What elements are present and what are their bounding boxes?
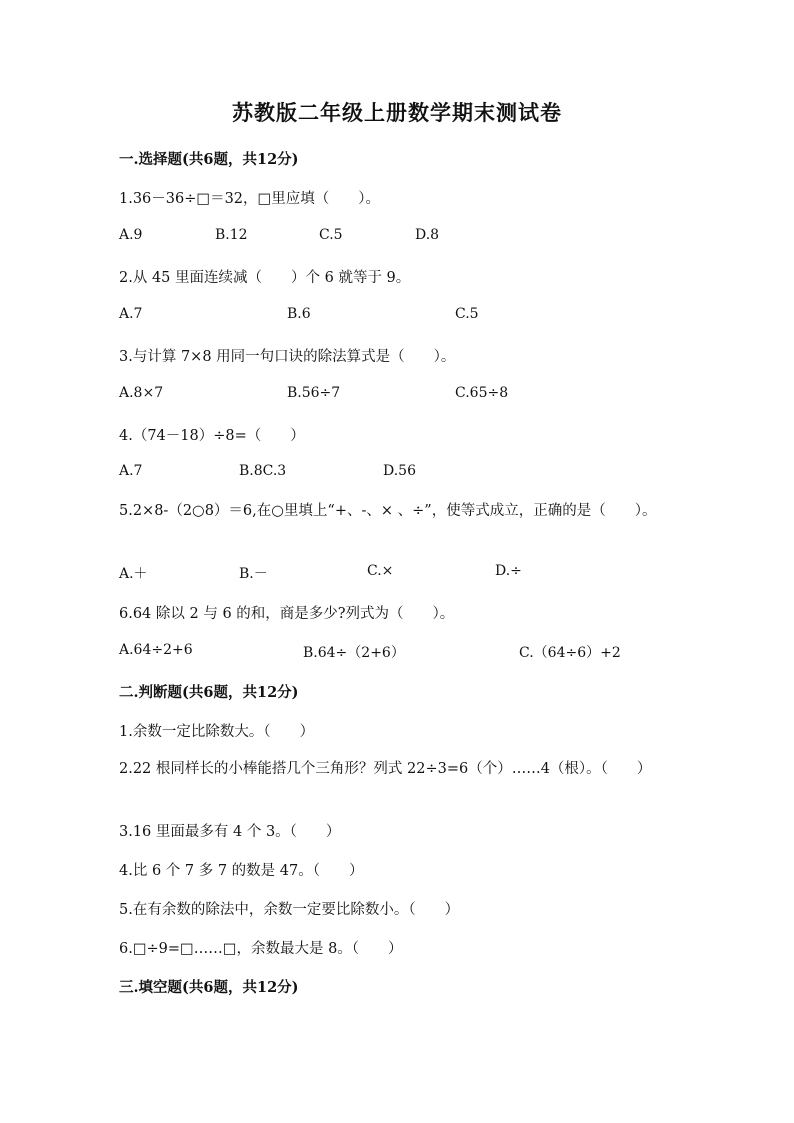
option: B.8C.3 (239, 463, 287, 479)
question-text: 4.比 6 个 7 多 7 的数是 47。（ ） (119, 863, 364, 879)
question-text: 1.36－36÷□＝32，□里应填（ ）。 (119, 191, 380, 207)
section-heading: 三.填空题(共6题，共12分) (119, 979, 299, 996)
question-text: 2.从 45 里面连续减（ ）个 6 就等于 9。 (119, 270, 411, 286)
question-text: 6.□÷9=□……□，余数最大是 8。（ ） (119, 941, 403, 957)
option: A.8×7 (119, 385, 164, 401)
option: B.64÷（2+6） (303, 645, 405, 661)
option: B.6 (287, 306, 311, 322)
option: B.56÷7 (287, 385, 341, 401)
option: C.× (367, 563, 394, 579)
page-title: 苏教版二年级上册数学期末测试卷 (232, 100, 562, 125)
option: A.64÷2+6 (119, 642, 193, 658)
question-text: 6.64 除以 2 与 6 的和，商是多少?列式为（ ）。 (119, 606, 455, 622)
option: B.－ (239, 566, 268, 582)
option: D.8 (415, 227, 440, 243)
option: A.7 (119, 463, 143, 479)
option: C.65÷8 (455, 385, 509, 401)
option: D.56 (383, 463, 416, 479)
question-text: 3.16 里面最多有 4 个 3。（ ） (119, 824, 341, 840)
option: C.5 (455, 306, 479, 322)
question-text: 5.2×8-（2○8）＝6,在○里填上“+、-、× 、÷”，使等式成立，正确的是（ ）。 (119, 503, 657, 519)
question-text: 4.（74－18）÷8=（ ） (119, 428, 305, 444)
section-heading: 二.判断题(共6题，共12分) (119, 684, 299, 701)
option: A.7 (119, 306, 143, 322)
question-text: 1.余数一定比除数大。（ ） (119, 724, 315, 740)
question-text: 5.在有余数的除法中，余数一定要比除数小。（ ） (119, 902, 460, 918)
option: B.12 (215, 227, 248, 243)
option: C.5 (319, 227, 343, 243)
option: A.＋ (119, 566, 148, 582)
question-text: 3.与计算 7×8 用同一句口诀的除法算式是（ ）。 (119, 349, 456, 365)
option: A.9 (119, 227, 143, 243)
option: C.（64÷6）+2 (519, 645, 621, 661)
question-text: 2.22 根同样长的小棒能搭几个三角形？列式 22÷3=6（个）……4（根）。（ ） (119, 761, 652, 777)
option: D.÷ (495, 563, 522, 579)
section-heading: 一.选择题(共6题，共12分) (119, 151, 299, 168)
